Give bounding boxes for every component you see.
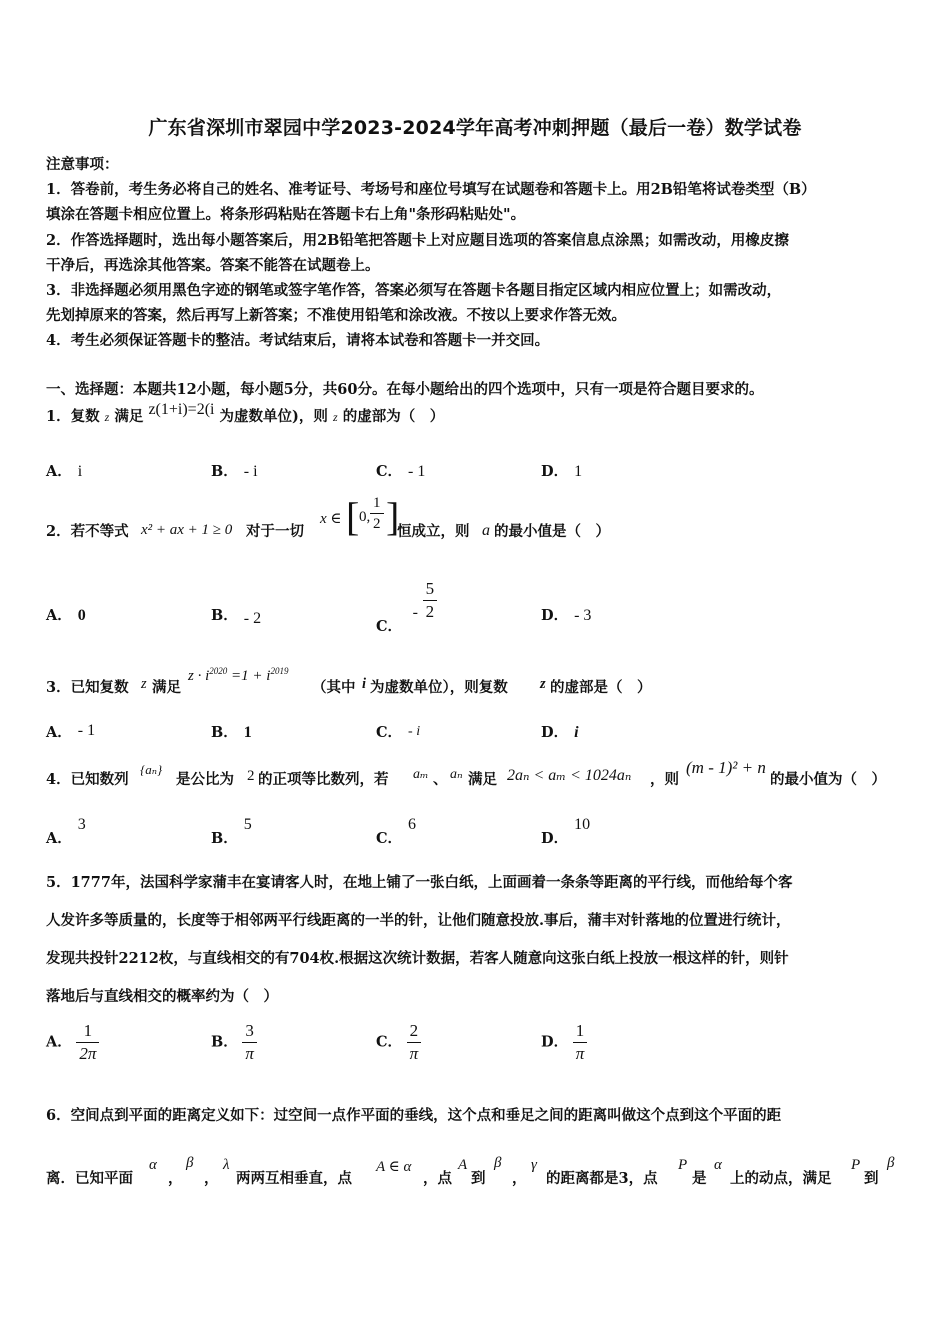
- q6-lambda: λ: [223, 1157, 230, 1173]
- notice-line-2b: 干净后，再选涂其他答案。答案不能答在试题卷上。: [46, 257, 380, 274]
- q3-text-b: 满足: [152, 679, 181, 696]
- q3-text-a: 3．已知复数: [46, 679, 129, 696]
- q3-exp-2: 2019: [270, 666, 289, 676]
- q2-option-b-label: B．: [211, 607, 238, 624]
- q4-option-b-label: B．: [211, 830, 238, 847]
- q2-option-d[interactable]: [541, 604, 591, 625]
- q5-option-a-num: 1: [76, 1020, 99, 1043]
- q4-text-a: 4．已知数列: [46, 771, 129, 788]
- q1-option-a[interactable]: [46, 460, 82, 481]
- q6-text-d: 到: [471, 1170, 486, 1187]
- notice-line-1: 1．答卷前，考生务必将自己的姓名、准考证号、考场号和座位号填写在试题卷和答题卡上。用2B铅笔将试卷类型（B）: [46, 181, 816, 198]
- q6-beta-2: β: [494, 1155, 502, 1171]
- q3-option-b-label: B．: [211, 724, 238, 741]
- q2-option-a-value: 0: [77, 607, 86, 624]
- q1-option-a-value: i: [77, 463, 83, 480]
- q4-ratio: 2: [247, 768, 255, 784]
- q1-text-b: 满足: [114, 408, 144, 425]
- q3-option-d-value: i: [574, 724, 579, 741]
- q6-text-b: 两两互相垂直，点: [236, 1170, 352, 1187]
- q4-sequence: {aₙ}: [140, 762, 163, 777]
- q2-bracket-right: ]: [386, 494, 400, 539]
- q3-option-d[interactable]: [541, 721, 579, 742]
- q3-option-c-label: C．: [376, 724, 403, 741]
- q4-text-b: 是公比为: [176, 771, 234, 788]
- q4-text-e: ，则: [650, 771, 679, 788]
- q3-option-c[interactable]: [376, 721, 420, 742]
- notice-line-4: 4．考生必须保证答题卡的整洁。考试结束后，请将本试卷和答题卡一并交回。: [46, 332, 550, 349]
- q2-option-c-label: C．: [376, 617, 403, 635]
- q6-text-h: 到: [864, 1170, 879, 1187]
- q6-alpha-2: α: [714, 1157, 722, 1173]
- q4-option-c[interactable]: [376, 813, 417, 847]
- q4-option-a-value: 3: [77, 816, 86, 833]
- q6-text-c: ，点: [423, 1170, 452, 1187]
- q6-line-1: 6．空间点到平面的距离定义如下：过空间一点作平面的垂线，这个点和垂足之间的距离叫做这个点到这个平面的距: [46, 1107, 782, 1124]
- q2-option-c[interactable]: [376, 578, 437, 635]
- q1-option-d-value: 1: [574, 463, 583, 480]
- q2-bracket-left: [: [346, 494, 360, 539]
- q1-text-a: 1．复数: [46, 408, 100, 425]
- q5-option-b-label: B．: [211, 1033, 238, 1051]
- q3-option-c-value: - i: [408, 724, 421, 739]
- q2-option-c-den: 2: [425, 602, 435, 621]
- q6-comma-2: ，: [204, 1170, 219, 1187]
- q4-option-c-label: C．: [376, 830, 403, 847]
- q1-option-c[interactable]: [376, 460, 425, 481]
- q2-frac-num: 1: [370, 493, 384, 514]
- q2-option-d-value: - 3: [574, 607, 592, 624]
- q4-option-a-label: A．: [46, 830, 72, 847]
- q3-var-i: i: [362, 676, 367, 692]
- q2-text-d: 的最小值是（ ）: [494, 523, 610, 540]
- q2-interval-left: 0,: [359, 509, 371, 525]
- q3-expr-z: z · i: [188, 668, 210, 684]
- q4-an: aₙ: [450, 767, 463, 782]
- q2-expression: x² + ax + 1 ≥ 0: [141, 522, 233, 538]
- q4-option-d-value: 10: [574, 816, 591, 833]
- q1-var-z: z: [104, 410, 110, 424]
- q4-expression: (m - 1)² + n: [686, 758, 766, 777]
- q2-option-d-label: D．: [541, 607, 569, 624]
- page-title: 广东省深圳市翠园中学2023-2024学年高考冲刺押题（最后一卷）数学试卷: [148, 117, 802, 139]
- q4-am: aₘ: [413, 767, 429, 782]
- q6-comma-3: ，: [512, 1170, 527, 1187]
- q5-option-b[interactable]: [211, 1020, 257, 1065]
- notice-heading: 注意事项：: [46, 156, 119, 173]
- q5-option-d-num: 1: [573, 1020, 588, 1043]
- notice-line-1b: 填涂在答题卡相应位置上。将条形码粘贴在答题卡右上角"条形码粘贴处"。: [46, 206, 526, 223]
- question-5: [46, 864, 906, 1016]
- q5-option-c-den: π: [409, 1044, 419, 1063]
- q6-point-p-2: P: [851, 1157, 861, 1173]
- q3-var-z: z: [141, 676, 147, 692]
- q5-option-c-num: 2: [407, 1020, 422, 1043]
- q6-gamma: γ: [531, 1157, 537, 1173]
- q5-option-d[interactable]: [541, 1020, 587, 1065]
- q3-option-b[interactable]: [211, 721, 252, 742]
- notice-line-2: 2．作答选择题时，选出每小题答案后，用2B铅笔把答题卡上对应题目选项的答案信息点涂黑；如需改动，用橡皮擦: [46, 232, 789, 249]
- q3-text-d: 为虚数单位），则复数: [370, 679, 508, 696]
- q6-point-p: P: [678, 1157, 688, 1173]
- q4-option-d[interactable]: [541, 813, 591, 847]
- q2-text-c: 恒成立，则: [397, 523, 470, 540]
- q2-interval-frac: [370, 493, 384, 534]
- q4-text-f: 的最小值为（ ）: [770, 771, 886, 788]
- q6-text-a: 离．已知平面: [46, 1170, 133, 1187]
- q4-option-b-value: 5: [243, 816, 252, 833]
- q3-var-z2: z: [540, 676, 546, 692]
- q5-line-3: 发现共投针2212枚，与直线相交的有704枚.根据这次统计数据，若客人随意向这张白纸上投放一根这样的针，则针: [46, 950, 789, 967]
- q5-option-d-den: π: [575, 1044, 585, 1063]
- q2-option-a-label: A．: [46, 607, 72, 624]
- q6-comma-1: ，: [168, 1170, 183, 1187]
- q5-option-a-label: A．: [46, 1033, 72, 1051]
- q3-expr-mid: =1 + i: [227, 668, 271, 684]
- q6-line-2: [46, 1155, 906, 1185]
- q2-option-c-sign: -: [412, 603, 418, 621]
- q6-text-e: 的距离都是3，点: [546, 1170, 658, 1187]
- q1-var-z2: z: [332, 410, 338, 424]
- q4-option-b[interactable]: [211, 813, 252, 847]
- q5-option-a-den: 2π: [79, 1044, 97, 1063]
- q5-option-c[interactable]: [376, 1020, 421, 1065]
- q5-line-4: 落地后与直线相交的概率约为（ ）: [46, 988, 278, 1005]
- section-heading: 一、选择题：本题共12小题，每小题5分，共60分。在每小题给出的四个选项中，只有一项是符合题目要求的。: [46, 381, 764, 398]
- notice-line-3: 3．非选择题必须用黑色字迹的钢笔或签字笔作答，答案必须写在答题卡各题目指定区域内相应位置上；如需改动，: [46, 282, 782, 299]
- q2-option-a[interactable]: [46, 604, 86, 625]
- q2-var-a: a: [482, 522, 490, 539]
- q2-x-in: x ∈: [320, 511, 342, 527]
- q5-option-c-label: C．: [376, 1033, 403, 1051]
- q1-option-b[interactable]: [211, 460, 258, 481]
- q5-option-d-label: D．: [541, 1033, 569, 1051]
- q5-option-a-frac: [76, 1020, 99, 1065]
- q2-option-b[interactable]: [211, 604, 261, 625]
- q4-option-c-value: 6: [408, 816, 417, 833]
- q6-alpha: α: [149, 1157, 157, 1173]
- q5-line-1: 5．1777年，法国科学家蒲丰在宴请客人时，在地上铺了一张白纸，上面画着一条条等距离的平行线，而他给每个客: [46, 874, 793, 891]
- q2-text-a: 2．若不等式: [46, 523, 129, 540]
- q5-option-b-num: 3: [242, 1020, 257, 1043]
- q1-option-b-label: B．: [211, 463, 238, 480]
- q4-text-d: 满足: [468, 771, 497, 788]
- q3-exp-1: 2020: [209, 666, 228, 676]
- q2-option-c-num: 5: [423, 578, 438, 601]
- q1-option-a-label: A．: [46, 463, 72, 480]
- q4-sep: 、: [433, 771, 448, 788]
- q1-text-c: 为虚数单位)，则: [219, 408, 328, 425]
- q6-text-f: 是: [692, 1170, 707, 1187]
- q5-option-c-frac: [407, 1020, 422, 1065]
- q1-option-d[interactable]: [541, 460, 582, 481]
- q3-text-c: （其中: [312, 679, 356, 696]
- q5-option-b-den: π: [245, 1044, 254, 1063]
- q3-option-a-label: A．: [46, 724, 72, 741]
- q6-a-in-alpha: A ∈ α: [376, 1159, 412, 1175]
- q3-expr-left: [188, 666, 288, 685]
- q1-expression: z(1+i)=2(i: [148, 401, 215, 418]
- q5-option-d-frac: [573, 1020, 588, 1065]
- question-1: [46, 401, 445, 426]
- q4-inequality: 2aₙ < aₘ < 1024aₙ: [507, 767, 632, 784]
- q3-option-a-value: - 1: [77, 722, 96, 739]
- q6-point-a: A: [458, 1157, 468, 1173]
- q1-option-b-value: - i: [243, 463, 258, 480]
- q6-text-g: 上的动点，满足: [730, 1170, 832, 1187]
- q6-beta: β: [186, 1155, 194, 1171]
- q4-option-a[interactable]: [46, 813, 86, 847]
- notice-line-3b: 先划掉原来的答案，然后再写上新答案；不准使用铅笔和涂改液。不按以上要求作答无效。: [46, 307, 626, 324]
- q5-option-a[interactable]: [46, 1020, 99, 1065]
- q2-text-b: 对于一切: [246, 523, 304, 540]
- q6-beta-3: β: [887, 1155, 895, 1171]
- q3-text-e: 的虚部是（ ）: [550, 679, 652, 696]
- q3-option-b-value: 1: [243, 724, 252, 741]
- q1-option-d-label: D．: [541, 463, 569, 480]
- q1-option-c-value: - 1: [408, 463, 426, 480]
- q5-option-b-frac: [242, 1020, 257, 1065]
- q3-option-a[interactable]: [46, 721, 95, 742]
- q1-option-c-label: C．: [376, 463, 403, 480]
- q1-text-d: 的虚部为（ ）: [342, 408, 445, 425]
- q4-option-d-label: D．: [541, 830, 569, 847]
- q5-line-2: 人发许多等质量的，长度等于相邻两平行线距离的一半的针，让他们随意投放.事后，蒲丰对针落地的位置进行统计，: [46, 912, 791, 929]
- q4-text-c: 的正项等比数列，若: [258, 771, 389, 788]
- q2-option-c-frac: [423, 578, 438, 623]
- q2-option-b-value: - 2: [243, 610, 262, 627]
- q2-frac-den: 2: [373, 516, 381, 532]
- q3-option-d-label: D．: [541, 724, 569, 741]
